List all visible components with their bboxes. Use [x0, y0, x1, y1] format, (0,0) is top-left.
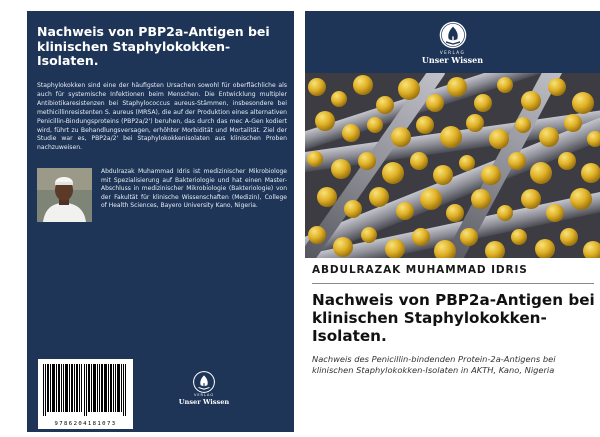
- front-publisher-logo: [415, 21, 490, 65]
- book-spine: [294, 11, 305, 432]
- front-cover: [305, 11, 600, 432]
- isbn-number: 9786204181073: [54, 421, 117, 427]
- divider: [312, 283, 594, 284]
- back-publisher-logo: [177, 371, 231, 406]
- front-author-name: ABDULRAZAK MUHAMMAD IDRIS: [312, 264, 528, 276]
- author-bio: Abdulrazak Muhammad Idris ist medizinischer Mikrobiologe mit Spezialisierung auf Bakteriologie und hat einen Master-Abschluss in medizinischer Mikrobiologie (Bakteriologie) von der Fakultät für klinische Wissenschaften (Medizin), College of Health Sciences, Bayero University Kano, Nigeria.: [101, 168, 287, 210]
- front-publisher-name: Unser Wissen: [421, 55, 484, 65]
- back-publisher-verlag: VERLAG: [193, 393, 215, 397]
- back-publisher-name: Unser Wissen: [178, 398, 230, 406]
- barcode-bars: [43, 364, 128, 416]
- back-cover-blurb: Staphylokokken sind eine der häufigsten Ursachen sowohl für oberflächliche als auch für systemische Infektionen beim Menschen. Die Entwicklung multipler Antibiotikaresistenzen bei Staphylococcus aureus-Stämmen, insbesondere bei methicillinresistenten S. aureus (MRSA), die auf der Produktion eines alternativen Penicillin-Bindungsproteins (PBP2a/2') beruhen, das durch das mec A-Gen kodiert wird, führt zu Behandlungsversagen, erhöhter Morbidität und Mortalität. Ziel der Studie war es, PBP2a/2' bei Staphylokokkenisolaten aus klinischen Proben nachzuweisen.: [37, 82, 287, 152]
- back-cover-title: Nachweis von PBP2a-Antigen bei klinischen Staphylokokken-Isolaten.: [37, 24, 270, 68]
- staphylococcus-bacteria-illustration: [305, 73, 600, 258]
- book-tree-logo-icon: [193, 371, 215, 393]
- front-header-band: [305, 11, 600, 73]
- front-publisher-verlag: VERLAG: [439, 50, 466, 55]
- back-cover: [27, 11, 294, 432]
- author-photo: [37, 168, 92, 222]
- front-cover-subtitle: Nachweis des Penicillin-bindenden Protein-2a-Antigens bei klinischen Staphylokokken-Isolaten in AKTH, Kano, Nigeria: [312, 354, 556, 376]
- front-cover-title: Nachweis von PBP2a-Antigen bei klinischen Staphylokokken-Isolaten.: [312, 291, 595, 345]
- book-tree-logo-icon: [439, 21, 467, 49]
- isbn-barcode: [38, 359, 133, 429]
- cover-illustration: [305, 73, 600, 258]
